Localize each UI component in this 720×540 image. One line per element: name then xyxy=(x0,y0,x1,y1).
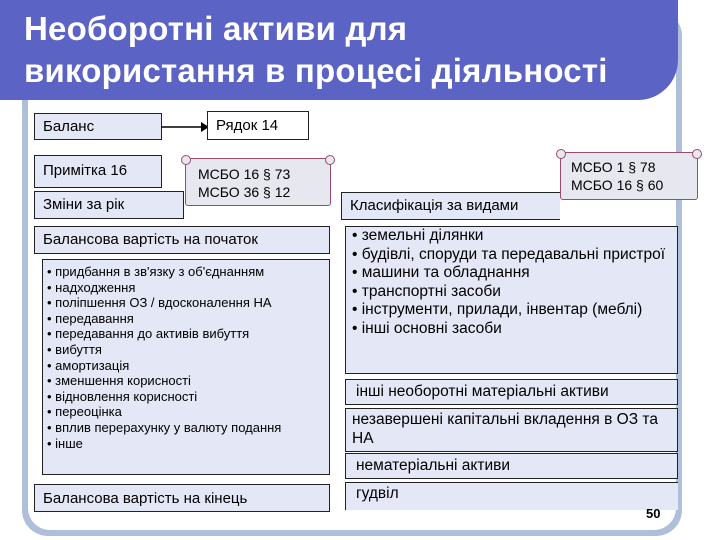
changes-box xyxy=(34,191,184,219)
ppe-list xyxy=(352,227,671,338)
intangible-box xyxy=(345,453,678,479)
note-box xyxy=(34,155,162,188)
scroll-curl-icon xyxy=(181,155,191,165)
row-label: Рядок 14 xyxy=(216,117,279,134)
list-item: • машини та обладнання xyxy=(352,264,530,281)
movements-list xyxy=(47,264,325,451)
ias-reference-scroll-left xyxy=(185,158,331,206)
title-bar xyxy=(0,0,678,100)
list-item: • вплив перерахунку у валюту подання xyxy=(47,419,282,435)
row-box xyxy=(207,111,309,140)
page-number: 50 xyxy=(646,506,661,521)
changes-label: Зміни за рік xyxy=(43,196,125,213)
list-item: • поліпшення ОЗ / вдосконалення НА xyxy=(47,295,272,311)
list-item: • інші основні засоби xyxy=(352,319,502,337)
movements-box xyxy=(42,259,330,475)
construction-label: незавершені капітальні вкладення в ОЗ та НА xyxy=(352,411,658,447)
list-item: • вибуття xyxy=(47,341,102,357)
list-item: • надходження xyxy=(47,279,136,295)
opening-balance-label: Балансова вартість на початок xyxy=(43,231,258,248)
balance-box xyxy=(34,113,162,140)
note-label: Примітка 16 xyxy=(43,162,128,179)
balance-label: Баланс xyxy=(43,118,95,135)
list-item: • переоцінка xyxy=(47,404,122,420)
slide-title: Необоротні активи для використання в процесі діяльності xyxy=(24,10,608,89)
closing-balance-label: Балансова вартість на кінець xyxy=(43,490,248,507)
list-item: • інструменти, прилади, інвентар (меблі) xyxy=(352,301,643,318)
classification-label: Класифікація за видами xyxy=(350,197,519,214)
list-item: • будівлі, споруди та передавальні пристрої xyxy=(352,245,666,263)
classification-box xyxy=(341,192,560,220)
ppe-box xyxy=(345,226,678,374)
construction-box xyxy=(345,408,678,452)
opening-balance-box xyxy=(34,226,330,254)
list-item: • відновлення корисності xyxy=(47,388,198,404)
list-item: • передавання xyxy=(47,310,134,326)
scroll-curl-icon xyxy=(556,149,566,159)
closing-balance-box xyxy=(34,484,330,512)
list-item: • інше xyxy=(47,435,83,451)
list-item: • зменшення корисності xyxy=(47,373,191,389)
goodwill-label: гудвіл xyxy=(356,485,399,502)
list-item: • земельні ділянки xyxy=(352,227,484,244)
ias-reference-scroll-right xyxy=(560,152,698,200)
goodwill-box xyxy=(345,482,678,510)
ias-reference-text-left: МСБО 16 § 73 МСБО 36 § 12 xyxy=(198,166,291,200)
other-tangible-box xyxy=(345,379,678,405)
list-item: • амортизація xyxy=(47,357,130,373)
intangible-label: нематеріальні активи xyxy=(356,457,511,474)
list-item: • транспортні засоби xyxy=(352,282,501,300)
list-item: • передавання до активів вибуття xyxy=(47,326,250,342)
arrow-connector xyxy=(161,120,211,134)
other-tangible-label: інші необоротні матеріальні активи xyxy=(356,383,609,400)
scroll-curl-icon xyxy=(325,155,335,165)
ias-reference-text-right: МСБО 1 § 78 МСБО 16 § 60 xyxy=(571,159,664,193)
scroll-curl-icon xyxy=(692,149,702,159)
list-item: • придбання в зв'язку з об'єднанням xyxy=(47,264,265,279)
